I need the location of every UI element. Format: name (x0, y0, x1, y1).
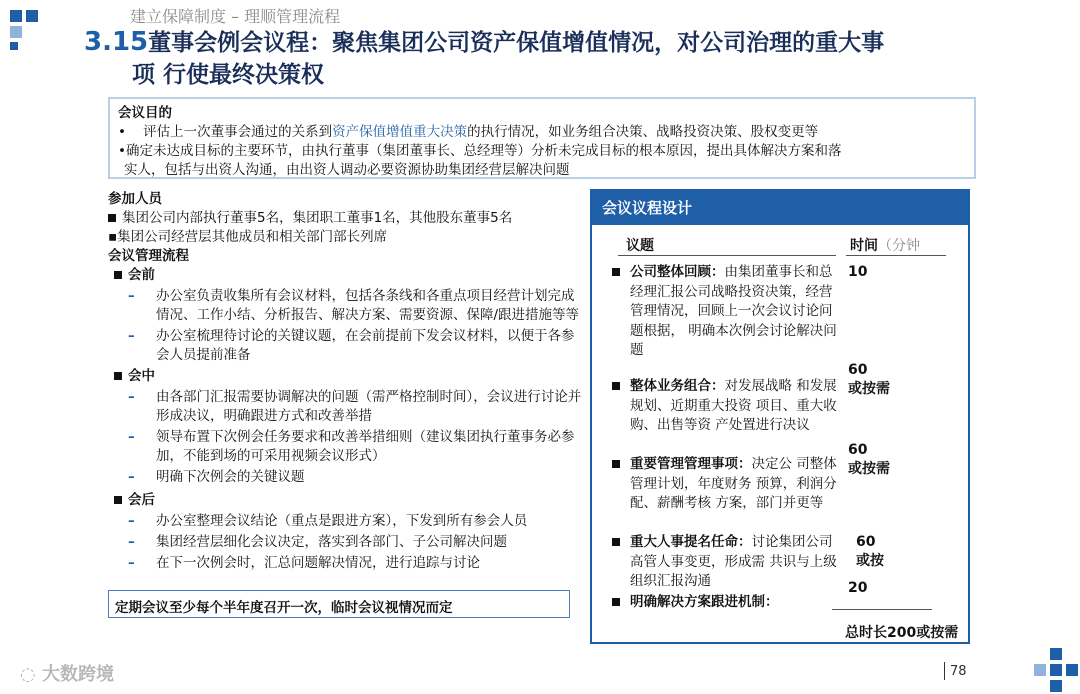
square-bullet-icon (612, 598, 620, 606)
agenda-item-title: 重要管理管理事项： (630, 456, 752, 472)
purpose-heading: 会议目的 (118, 105, 172, 121)
divider (944, 662, 945, 680)
purpose-line1-post: 的执行情况，如业务组合决策、战略投资决策、股权变更等 (467, 124, 819, 140)
list-item-text: 领导布置下次例会任务要求和改善举措细则（建议集团执行董事务必参加，不能到场的可采用视频会议形式） (156, 429, 575, 464)
decor-square (1050, 664, 1062, 676)
agenda-item-text (612, 593, 840, 613)
agenda-item (612, 593, 840, 613)
agenda-item-title: 整体业务组合： (630, 378, 725, 394)
dash-icon: – (128, 389, 135, 405)
list-item (108, 468, 583, 487)
purpose-line3: 实人，包括与出资人沟通，由出资人调动必要资源协助集团经营层解决问题 (124, 162, 570, 178)
col-topic-header: 议题 (626, 238, 654, 254)
list-item-text: 在下一次例会时，汇总问题解决情况，进行追踪与讨论 (156, 555, 480, 571)
dash-icon: – (128, 469, 135, 485)
agenda-item-desc: 决定公 司整体管理计划，年度财务 预算，利润分配、薪酬考核 方案，部门并更等 (630, 456, 837, 511)
left-column (108, 190, 583, 573)
list-item (108, 554, 583, 573)
square-bullet-icon (612, 382, 620, 390)
agenda-time: 60 或按需 (848, 362, 890, 397)
list-item-text: 办公室整理会议结论（重点是跟进方案），下发到所有参会人员 (156, 513, 528, 529)
purpose-line2: •确定未达成目标的主要环节，由执行董事（集团董事长、总经理等）分析未完成目标的根本原因，提出具体解决方案和落 (118, 143, 842, 159)
purpose-box (108, 97, 976, 179)
list-item (108, 533, 583, 552)
agenda-item (612, 263, 840, 361)
agenda-time: 60 或按需 (848, 442, 890, 477)
title-number: 3.15 (84, 27, 149, 57)
list-item (108, 327, 583, 365)
participants-line1 (108, 209, 583, 228)
list-item-text: 办公室梳理待讨论的关键议题，在会前提前下发会议材料，以便于各参会人员提前准备 (156, 328, 575, 363)
decor-square (10, 26, 22, 38)
phase-before (108, 266, 583, 285)
divider (832, 609, 932, 610)
list-item (108, 287, 583, 325)
agenda-item-title: 重大人事提名任命： (630, 534, 752, 550)
agenda-item (612, 455, 840, 514)
list-item-text: 由各部门汇报需要协调解决的问题（需严格控制时间），会议进行讨论并形成决议，明确跟进方式和改善举措 (156, 389, 582, 424)
agenda-time: 10 (848, 264, 868, 280)
page-number: 78 (950, 664, 967, 679)
breadcrumb: 建立保障制度 – 理顺管理流程 (130, 7, 341, 26)
decor-square (26, 10, 38, 22)
agenda-item-desc: 对发展战略 和发展规划、近期重大投资 项目、重大收购、出售等资 产处置进行决议 (630, 378, 837, 433)
col-time-header (850, 235, 920, 255)
decor-square (1034, 664, 1046, 676)
participants-line2: ▪集团公司经营层其他成员和相关部门部长列席 (108, 229, 388, 245)
title-line2: 项 行使最终决策权 (132, 62, 325, 88)
agenda-time: 20 (848, 580, 868, 596)
decor-square (1050, 680, 1062, 692)
col-time-label: 时间 (850, 238, 878, 254)
agenda-item-desc: 由集团董事长和总经理汇报公司战略投资决策，经营管理情况，回顾上一次会议讨论问题根据， 明确本次例会讨论解决问题 (630, 264, 837, 358)
list-item (108, 388, 583, 426)
logo-text: 大数跨境 (42, 664, 114, 685)
decor-square (1050, 648, 1062, 660)
agenda-panel (590, 189, 970, 644)
agenda-item-text (612, 377, 840, 436)
decor-square (10, 10, 22, 22)
square-bullet-icon (114, 372, 122, 380)
purpose-line1: • 评估上一次董事会通过的关系到资产保值增值重大决策的执行情况，如业务组合决策、战略投资决策、股权变更等 (118, 124, 819, 140)
decor-square (10, 42, 18, 50)
agenda-item-title: 明确解决方案跟进机制： (630, 594, 779, 610)
square-bullet-icon (108, 214, 116, 222)
agenda-item-title: 公司整体回顾： (630, 264, 725, 280)
list-item-text: 集团经营层细化会议决定，落实到各部门、子公司解决问题 (156, 534, 507, 550)
decor-square (1066, 664, 1078, 676)
square-bullet-icon (612, 538, 620, 546)
square-bullet-icon (612, 460, 620, 468)
title-line1: 董事会例会议程：聚焦集团公司资产保值增值情况，对公司治理的重大事 (148, 30, 885, 56)
agenda-item-text (612, 533, 840, 592)
agenda-item-text (612, 263, 840, 361)
participants-text1: 集团公司内部执行董事5名，集团职工董事1名，其他股东董事5名 (122, 210, 513, 226)
page-title (84, 26, 984, 91)
agenda-item (612, 377, 840, 436)
phase-after (108, 491, 583, 510)
participants-heading: 参加人员 (108, 191, 162, 207)
purpose-highlight: 资产保值增值重大决策 (332, 124, 468, 140)
agenda-heading: 会议议程设计 (592, 191, 968, 225)
agenda-total: 总时长200或按需 (845, 625, 959, 641)
dash-icon: – (128, 555, 135, 571)
agenda-item-desc: 讨论集团公司高管人事变更，形成需 共识与上级组织汇报沟通 (630, 534, 837, 589)
list-item-text: 办公室负责收集所有会议材料，包括各条线和各重点项目经营计划完成情况、工作小结、分析报告、解决方案、需要资源、保障/跟进措施等等 (156, 288, 580, 323)
dash-icon: – (128, 328, 135, 344)
dash-icon: – (128, 534, 135, 550)
logo (20, 660, 114, 686)
agenda-item-text (612, 455, 840, 514)
square-bullet-icon (114, 271, 122, 279)
phase-during-label: 会中 (128, 368, 155, 384)
phase-after-label: 会后 (128, 492, 155, 508)
list-item (108, 512, 583, 531)
list-item (108, 428, 583, 466)
divider (618, 255, 836, 256)
process-heading: 会议管理流程 (108, 248, 189, 264)
agenda-item (612, 533, 840, 592)
purpose-line1-pre: 评估上一次董事会通过的关系到 (143, 124, 333, 140)
list-item-text: 明确下次例会的关键议题 (156, 469, 305, 485)
dash-icon: – (128, 429, 135, 445)
logo-icon: ◌ (20, 664, 36, 685)
phase-before-label: 会前 (128, 267, 155, 283)
dash-icon: – (128, 513, 135, 529)
dash-icon: – (128, 288, 135, 304)
square-bullet-icon (612, 268, 620, 276)
agenda-time: 60 或按 (856, 534, 884, 569)
square-bullet-icon (114, 496, 122, 504)
phase-during (108, 367, 583, 386)
footnote-box: 定期会议至少每个半年度召开一次，临时会议视情况而定 (108, 590, 570, 618)
divider (846, 255, 946, 256)
col-time-unit: （分钟 (878, 238, 920, 254)
